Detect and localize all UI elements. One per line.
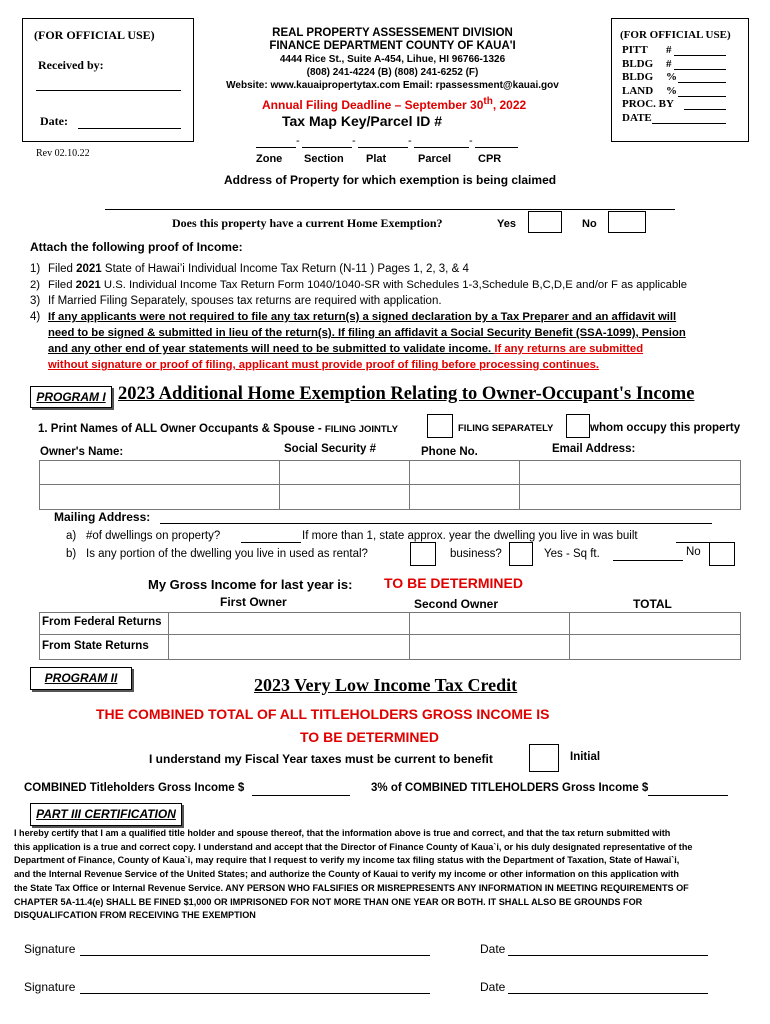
mailing-address-line[interactable] [160,523,712,524]
bldg-pct-label: BLDG [622,71,654,83]
combined-income-label: COMBINED Titleholders Gross Income $ [24,782,245,794]
filing-separately-checkbox[interactable] [566,414,590,438]
fiscal-year-statement: I understand my Fiscal Year taxes must be current to benefit [149,752,493,766]
home-exemption-no-label: No [582,218,597,230]
program1-tag: PROGRAM I [30,386,112,408]
attach-item4-line3-red: If any returns are submitted [494,343,644,355]
address-line: 4444 Rice St., Suite A-454, Lihue, HI 96766-1326 [279,54,506,65]
rental-checkbox[interactable] [410,542,436,566]
official-use-title-left: (FOR OFFICIAL USE) [34,28,155,42]
cert-line: I hereby certify that I am a qualified title holder and spouse thereof, that the information above is true and correct, and that the tax return submitted with [14,828,671,838]
three-percent-label: 3% of COMBINED TITLEHOLDERS Gross Income $ [371,782,649,794]
pitt-mark: # [666,44,672,56]
whom-occupy-label: whom occupy this property [590,422,741,434]
col-phone: Phone No. [421,446,478,458]
division-title: REAL PROPERTY ASSESSEMENT DIVISION [272,27,513,39]
cert-line: Department of Finance, County of Kaua`i, may require that I request to verify my income tax filing status with the Department of Taxation, State of Hawai`i, [14,855,680,866]
signature-label-2: Signature [24,980,76,994]
cert-line: and the Internal Revenue Service of the United States; and authorize the County of Kauai to verify my income or other information on this application with [14,869,679,880]
attach-item1-year: 2021 [76,263,102,275]
initial-label: Initial [570,751,601,763]
received-by-label: Received by: [38,58,104,72]
deadline-suffix: th [483,96,493,107]
pitt-line[interactable] [674,55,726,56]
state-returns-label: From State Returns [42,640,149,652]
federal-returns-label: From Federal Returns [42,616,162,628]
owner-occupants-question [38,423,398,435]
official-date-line[interactable] [78,128,181,129]
home-exemption-question: Does this property have a current Home Exemption? [172,216,443,230]
col-total: TOTAL [633,597,672,611]
proc-by-label: PROC. BY [622,98,674,110]
website-line: Website: www.kauaipropertytax.com Email: rpassessment@kauai.gov [226,80,559,91]
attach-item1-pre: Filed [48,263,77,275]
question-a-num: a) [66,530,77,542]
cert-line: DISQUALIFCATION FROM RECEIVING THE EXEMPTION [14,910,256,921]
combined-income-line[interactable] [252,795,350,796]
business-checkbox[interactable] [509,542,533,566]
owner-row-2[interactable] [40,485,739,508]
gross-income-label: My Gross Income for last year is: [148,577,353,592]
attach-item2-num: 2) [30,279,41,291]
pitt-label: PITT [622,44,648,56]
yes-sqft-label: Yes - Sq ft. [544,548,600,560]
proc-by-line[interactable] [684,109,726,110]
owner-occupants-text: 1. Print Names of ALL Owner Occupants & Spouse - [38,423,325,435]
signature-line-2[interactable] [80,993,430,994]
combined-total-tbd: TO BE DETERMINED [300,729,439,745]
attach-proof-title: Attach the following proof of Income: [30,240,243,254]
filing-jointly-checkbox[interactable] [427,414,453,438]
col-first-owner: First Owner [220,595,287,609]
cert-line: the State Tax Office or Internal Revenue Service. ANY PERSON WHO FALSIFIES OR MISREPRESENTS ANY INFORMATION IN MEETING REQUIREMENTS OF [14,882,689,893]
home-exemption-yes-checkbox[interactable] [528,211,562,233]
address-line-input[interactable] [105,209,675,210]
filing-deadline [262,96,526,112]
attach-list [30,261,760,373]
dwellings-count-line[interactable] [241,542,301,543]
filing-separately-label: FILING SEPARATELY [458,423,554,434]
question-b-num: b) [66,548,77,560]
rental-no-label: No [686,546,701,558]
year-built-line[interactable] [676,542,712,543]
phone-line: (808) 241-4224 (B) (808) 241-6252 (F) [306,67,479,78]
tmk-cpr-label: CPR [478,153,502,165]
deadline-text: Annual Filing Deadline – September 30 [262,98,484,112]
tmk-input-lines[interactable]: - - - - [256,135,518,149]
certification-text [14,827,764,923]
tmk-zone-label: Zone [256,153,283,165]
initial-box[interactable] [529,744,559,772]
home-exemption-no-checkbox[interactable] [608,211,646,233]
owner-row-1[interactable] [40,461,739,484]
state-returns-row[interactable] [169,635,738,657]
attach-item4-num: 4) [30,311,41,323]
home-exemption-yes-label: Yes [497,218,516,230]
date-label-2: Date [480,980,506,994]
cert-line: this application is a true and correct copy. I understand and accept that the Director of Finance County of Kaua`i, or his duly designated representative of the [14,841,693,852]
land-line[interactable] [678,96,726,97]
attach-item4-line1: If any applicants were not required to file any tax return(s) a signed declaration by a Tax Preparer and an affidavit will [48,311,677,323]
program2-title: 2023 Very Low Income Tax Credit [254,675,518,695]
received-by-line[interactable] [36,90,181,91]
question-b-text: Is any portion of the dwelling you live in used as rental? [86,548,368,560]
signature-label-1: Signature [24,942,76,956]
tmk-plat-label: Plat [366,153,387,165]
program1-title: 2023 Additional Home Exemption Relating to Owner-Occupant's Income [118,384,695,404]
attach-item4-line4: without signature or proof of filing, applicant must provide proof of filing before processing continues. [48,359,600,371]
rental-no-checkbox[interactable] [709,542,735,566]
signature-line-1[interactable] [80,955,430,956]
tmk-parcel-label: Parcel [418,153,452,165]
program2-tag: PROGRAM II [30,667,132,690]
tmk-section-label: Section [304,153,344,165]
part3-tag: PART III CERTIFICATION [30,803,182,826]
federal-returns-row[interactable] [169,613,738,634]
date-line-1[interactable] [508,955,708,956]
bldg-line[interactable] [674,69,726,70]
official-use-title-right: (FOR OFFICIAL USE) [620,29,731,41]
date-label-1: Date [480,942,506,956]
gross-income-value: TO BE DETERMINED [384,575,523,591]
sqft-line[interactable] [613,560,683,561]
attach-item3-num: 3) [30,295,41,307]
cert-line: CHAPTER 5A-11.4(e) SHALL BE FINED $1,000 OR IMPRISONED FOR NOT MORE THAN ONE YEAR OR BOTH. IT SHALL ALSO BE GROUNDS FOR [14,896,643,907]
header-block [195,27,590,92]
attach-item1-num: 1) [30,263,41,275]
deadline-year: , 2022 [492,98,527,112]
attach-item2-year: 2021 [75,279,101,291]
bldg-mark: # [666,57,672,70]
revision-label: Rev 02.10.22 [36,148,90,159]
land-mark: % [666,84,677,97]
official-date-label: Date: [40,114,68,128]
question-b [66,548,368,560]
address-label: Address of Property for which exemption is being claimed [224,173,557,187]
business-label: business? [450,548,502,560]
col-email: Email Address: [552,443,636,455]
attach-item4-line3: and any other end of year statements will need to be submitted to validate income. [48,343,495,355]
attach-item3-text: If Married Filing Separately, spouses tax returns are required with application. [48,295,442,307]
bldg-pct-line[interactable] [678,82,726,83]
attach-item1-text: State of Hawai’i Individual Income Tax Return (N-11 ) Pages 1, 2, 3, & 4 [101,263,469,275]
col-second-owner: Second Owner [414,597,499,611]
question-a-followup: If more than 1, state approx. year the dwelling you live in was built [302,530,638,542]
attach-item2-pre: Filed [48,279,76,291]
attach-item4-line2: need to be signed & submitted in lieu of the return(s). If filing an affidavit a Social Security Benefit (SSA-1099), Pension [48,327,686,339]
col-ssn: Social Security # [284,443,377,455]
combined-total-notice: THE COMBINED TOTAL OF ALL TITLEHOLDERS GROSS INCOME IS [96,706,550,722]
mailing-address-label: Mailing Address: [54,510,151,524]
date-line-2[interactable] [508,993,708,994]
question-a-text: #of dwellings on property? [86,530,221,542]
department-title: FINANCE DEPARTMENT COUNTY OF KAUA'I [269,40,516,52]
attach-item2-text: U.S. Individual Income Tax Return Form 1040/1040-SR with Schedules 1-3,Schedule B,C,D,E and/or F as applicable [100,279,688,291]
question-a [66,530,220,542]
col-owner-name: Owner's Name: [40,446,124,458]
date-line-right[interactable] [652,123,726,124]
bldg-pct-mark: % [666,71,677,83]
bldg-label: BLDG [622,57,654,70]
filing-jointly-label: FILING JOINTLY [324,424,398,435]
official-use-rows [622,44,742,125]
three-percent-line[interactable] [648,795,728,796]
tax-map-key-label: Tax Map Key/Parcel ID # [282,113,443,129]
land-label: LAND [622,84,654,97]
date-label-right: DATE [622,111,652,124]
